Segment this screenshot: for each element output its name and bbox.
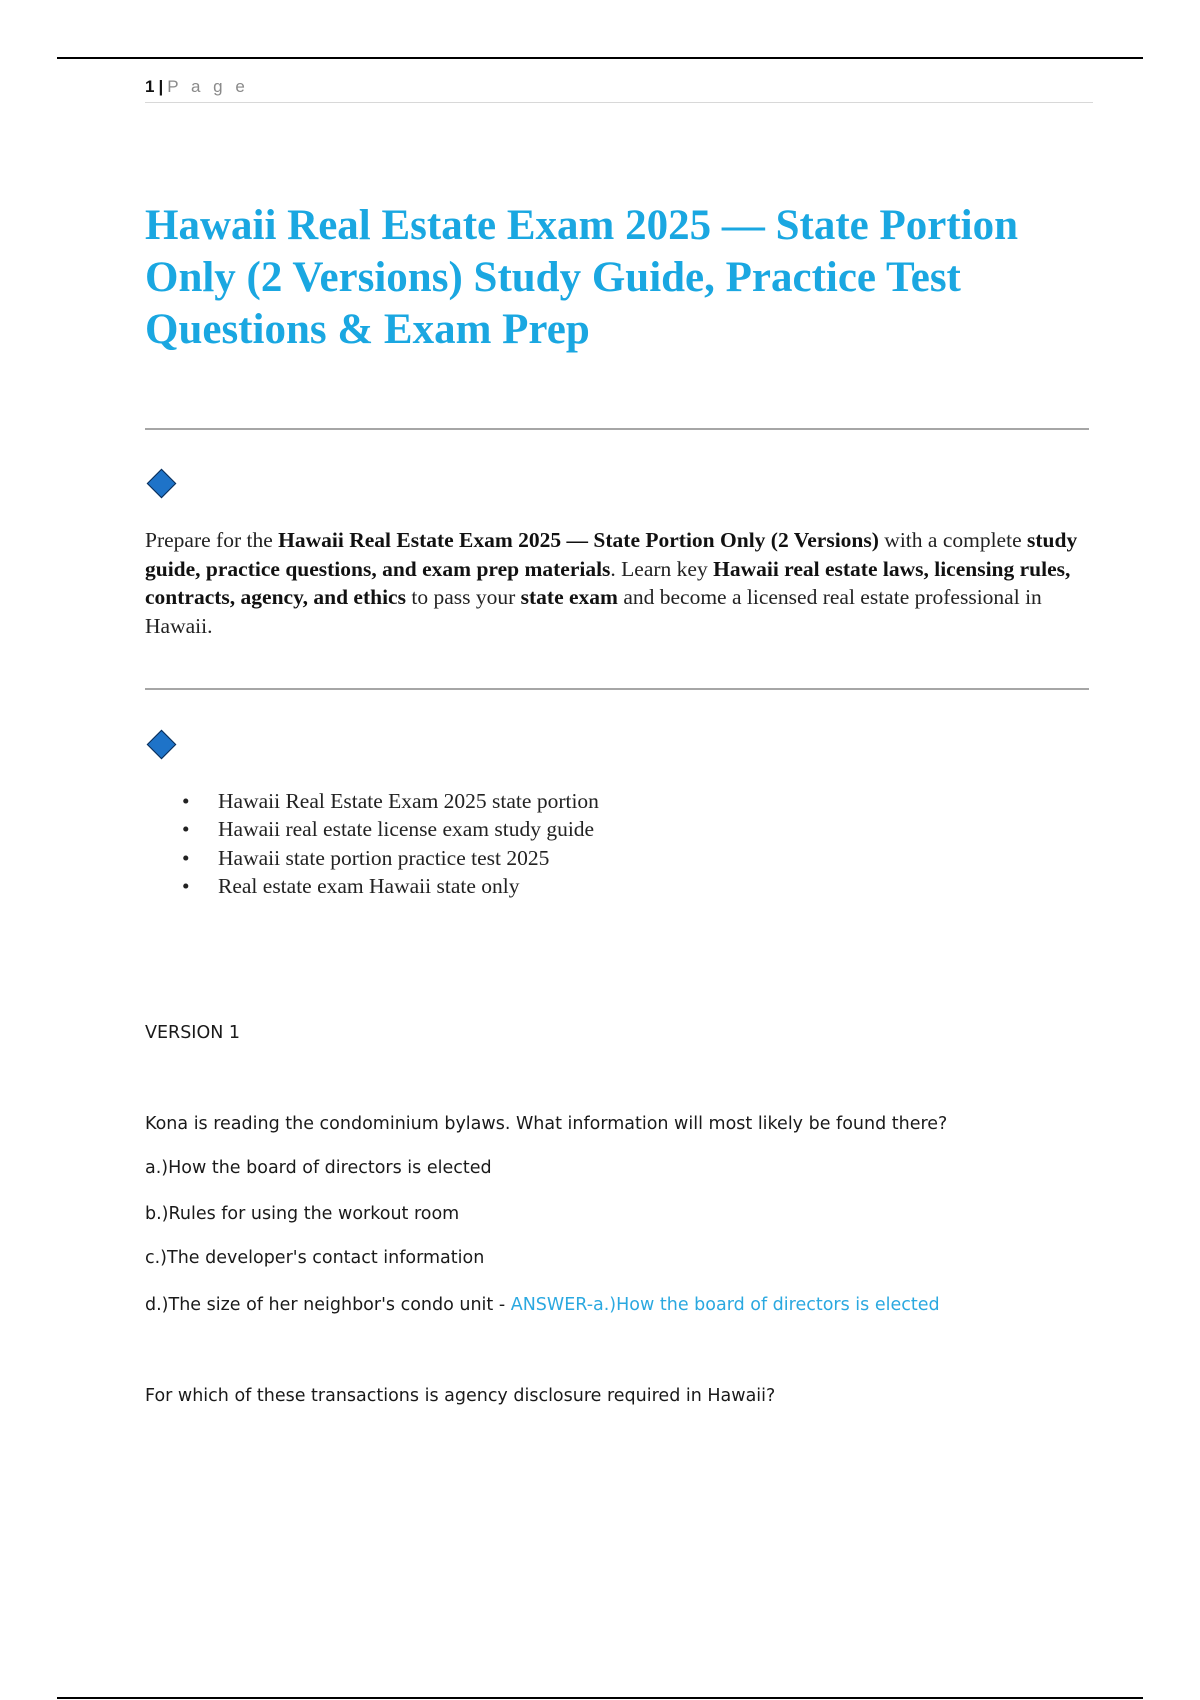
list-item: • Hawaii state portion practice test 2025 bbox=[145, 844, 599, 872]
page-number: 1 bbox=[145, 77, 155, 96]
section-divider bbox=[145, 688, 1089, 690]
bullet-icon: • bbox=[182, 789, 190, 813]
list-item: • Hawaii Real Estate Exam 2025 state portion bbox=[145, 787, 599, 815]
keyword-list bbox=[145, 787, 599, 900]
page-top-rule bbox=[57, 57, 1143, 59]
document-title: Hawaii Real Estate Exam 2025 — State Portion Only (2 Versions) Study Guide, Practice Test Questions & Exam Prep bbox=[145, 202, 1019, 353]
bullet-icon: • bbox=[182, 845, 190, 870]
correct-answer: ANSWER-a.)How the board of directors is elected bbox=[510, 1295, 940, 1315]
version-label: VERSION 1 bbox=[145, 1023, 241, 1043]
page-bottom-rule bbox=[57, 1697, 1143, 1699]
answer-option: b.)Rules for using the workout room bbox=[145, 1204, 460, 1224]
bullet-icon: • bbox=[182, 873, 190, 898]
answer-option: a.)How the board of directors is elected bbox=[145, 1158, 492, 1178]
bullet-icon: • bbox=[182, 817, 190, 842]
diamond-bullet-icon bbox=[147, 469, 177, 499]
list-item: • Real estate exam Hawaii state only bbox=[145, 872, 599, 900]
section-divider bbox=[145, 428, 1089, 430]
list-item: • Hawaii real estate license exam study guide bbox=[145, 815, 599, 843]
page-header bbox=[145, 72, 1093, 103]
answer-option: d.)The size of her neighbor's condo unit - ANSWER-a.)How the board of directors is elected bbox=[145, 1295, 940, 1315]
diamond-bullet-icon bbox=[147, 730, 177, 760]
question-text: Kona is reading the condominium bylaws. What information will most likely be found there? bbox=[145, 1114, 948, 1134]
question-text: For which of these transactions is agency disclosure required in Hawaii? bbox=[145, 1386, 776, 1406]
page-word: P a g e bbox=[167, 77, 249, 96]
intro-paragraph: Prepare for the Hawaii Real Estate Exam 2025 — State Portion Only (2 Versions) with a complete study guide, practice questions, and exam prep materials. Learn key Hawaii real estate laws, licensing rules, contracts, agency, and ethics to pass your state exam and become a licensed real estate professional in Hawaii. bbox=[145, 528, 1078, 638]
page-header-separator: | bbox=[158, 77, 164, 96]
answer-option: c.)The developer's contact information bbox=[145, 1248, 485, 1268]
